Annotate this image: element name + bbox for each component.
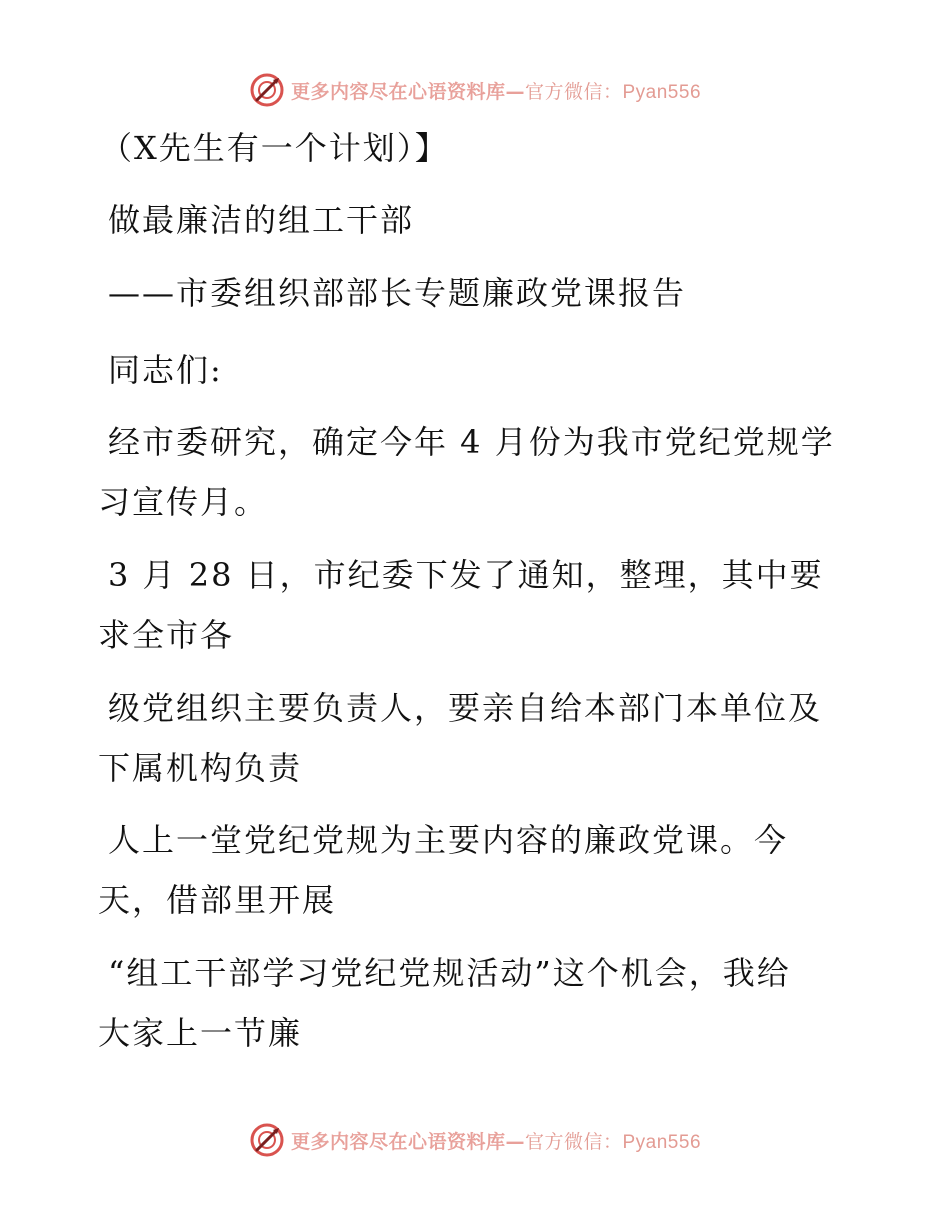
footer-banner-title: 更多内容尽在心语资料库 [290,1130,506,1153]
footer-banner-wechat: 官方微信：Pyan556 [525,1131,702,1153]
header-banner-title: 更多内容尽在心语资料库 [290,80,506,103]
header-banner-separator: — [505,80,525,103]
seal-logo-icon [249,1122,285,1158]
doc-line-3: ——市委组织部部长专题廉政党课报告 [108,274,687,312]
doc-line-14: 大家上一节廉 [98,1014,303,1052]
footer-banner-separator: — [505,1130,525,1153]
doc-line-5: 经市委研究，确定今年 4 月份为我市党纪党规学 [108,423,835,461]
header-banner-wechat: 官方微信：Pyan556 [525,81,702,103]
footer-banner [0,1120,950,1160]
header-banner-text [291,77,701,104]
seal-logo-icon [249,72,285,108]
doc-line-7: 3 月 28 日，市纪委下发了通知，整理，其中要 [108,556,824,594]
doc-line-2: 做最廉洁的组工干部 [108,201,415,239]
doc-line-12: 天，借部里开展 [98,881,337,919]
doc-line-4: 同志们: [108,351,223,389]
doc-line-13: “组工干部学习党纪党规活动”这个机会，我给 [108,954,791,992]
doc-line-1: （X先生有一个计划）】 [100,129,449,167]
doc-line-9: 级党组织主要负责人，要亲自给本部门本单位及 [108,689,823,727]
doc-line-11: 人上一堂党纪党规为主要内容的廉政党课。今 [108,821,789,859]
doc-line-10: 下属机构负责 [98,749,303,787]
header-banner [0,70,950,110]
footer-banner-text [291,1127,701,1154]
doc-line-8: 求全市各 [98,616,235,654]
doc-line-6: 习宣传月。 [98,483,269,521]
